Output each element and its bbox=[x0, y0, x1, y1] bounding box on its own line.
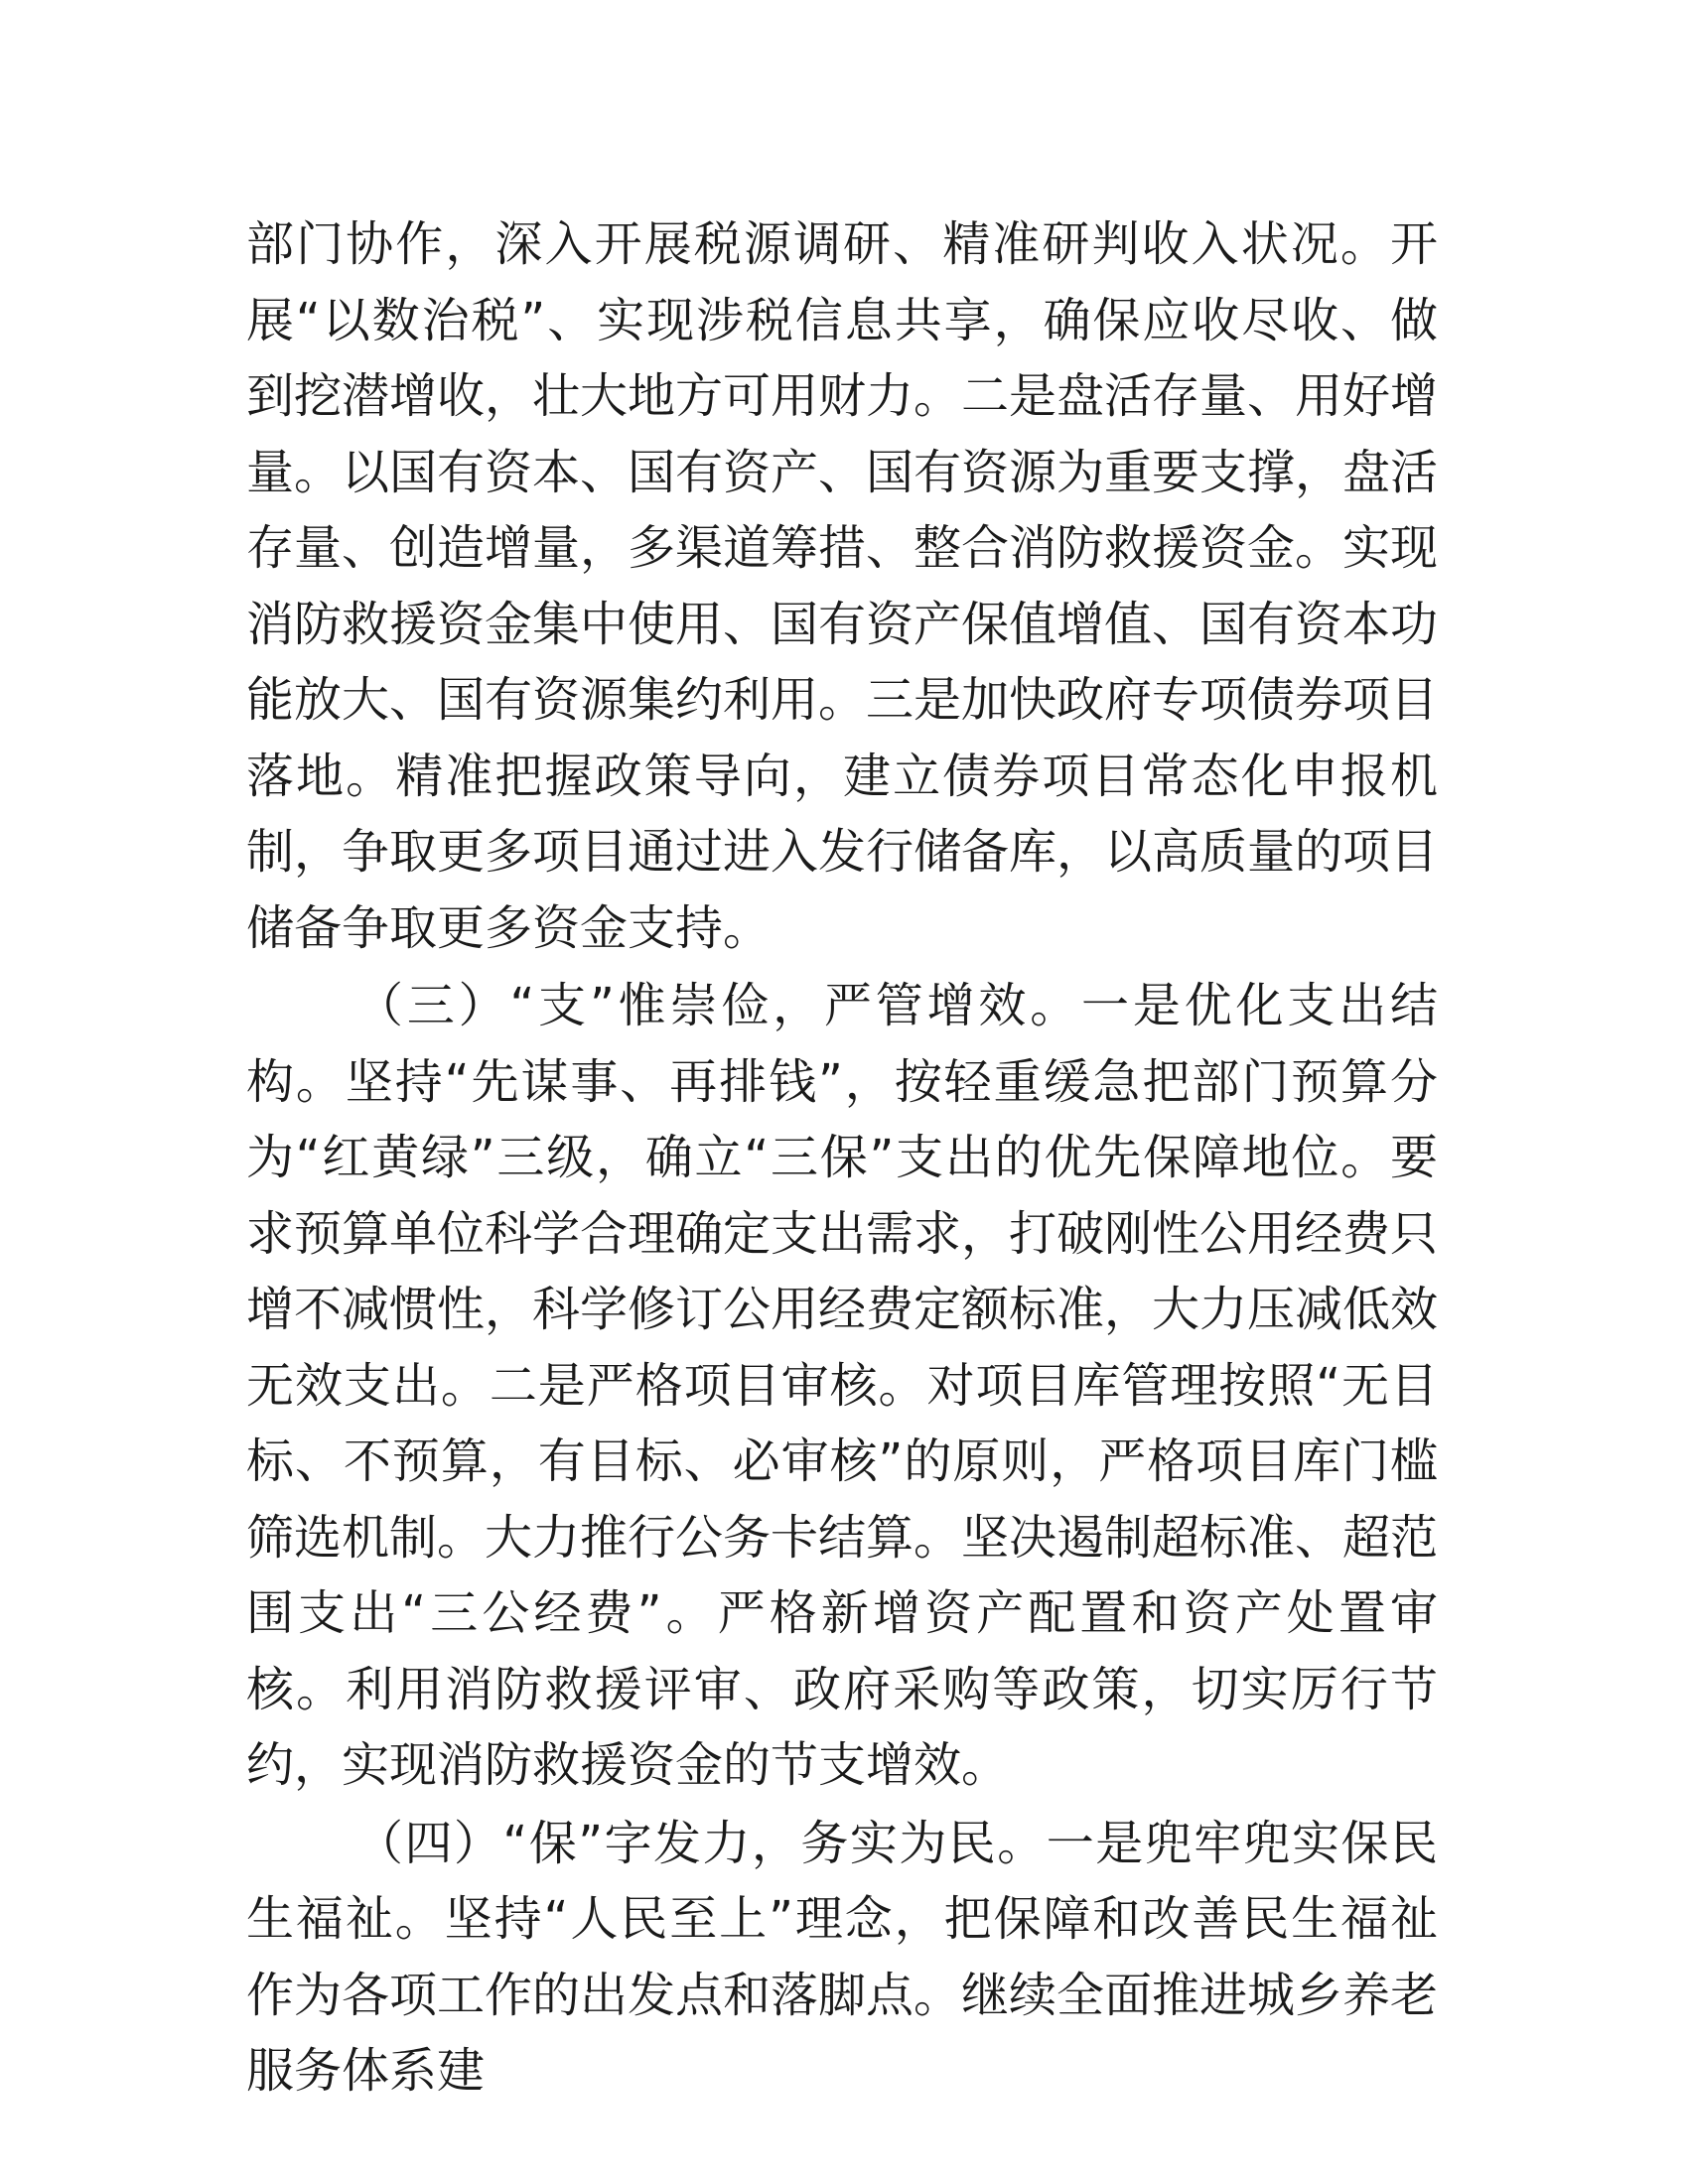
paragraph-section-3: （三）“支”惟崇俭，严管增效。一是优化支出结构。坚持“先谋事、再排钱”，按轻重缓急把部门预算分为“红黄绿”三级，确立“三保”支出的优先保障地位。要求预算单位科学合理确定支出需求，打破刚性公用经费只增不减惯性，科学修订公用经费定额标准，大力压减低效无效支出。二是严格项目审核。对项目库管理按照“无目标、不预算，有目标、必审核”的原则，严格项目库门槛筛选机制。大力推行公务卡结算。坚决遏制超标准、超范围支出“三公经费”。严格新增资产配置和资产处置审核。利用消防救援评审、政府采购等政策，切实厉行节约，实现消防救援资金的节支增效。 bbox=[246, 978, 1439, 1793]
paragraph-continuation: 部门协作，深入开展税源调研、精准研判收入状况。开展“以数治税”、实现涉税信息共享，确保应收尽收、做到挖潜增收，壮大地方可用财力。二是盘活存量、用好增量。以国有资本、国有资产、国有资源为重要支撑，盘活存量、创造增量，多渠道筹措、整合消防救援资金。实现消防救援资金集中使用、国有资产保值增值、国有资本功能放大、国有资源集约利用。三是加快政府专项债券项目落地。精准把握政策导向，建立债券项目常态化申报机制，争取更多项目通过进入发行储备库，以高质量的项目储备争取更多资金支持。 bbox=[246, 216, 1439, 956]
document-body bbox=[246, 206, 1438, 2110]
paragraph-section-4: （四）“保”字发力，务实为民。一是兜牢兜实保民生福祉。坚持“人民至上”理念，把保障和改善民生福祉作为各项工作的出发点和落脚点。继续全面推进城乡养老服务体系建 bbox=[246, 1815, 1439, 2099]
